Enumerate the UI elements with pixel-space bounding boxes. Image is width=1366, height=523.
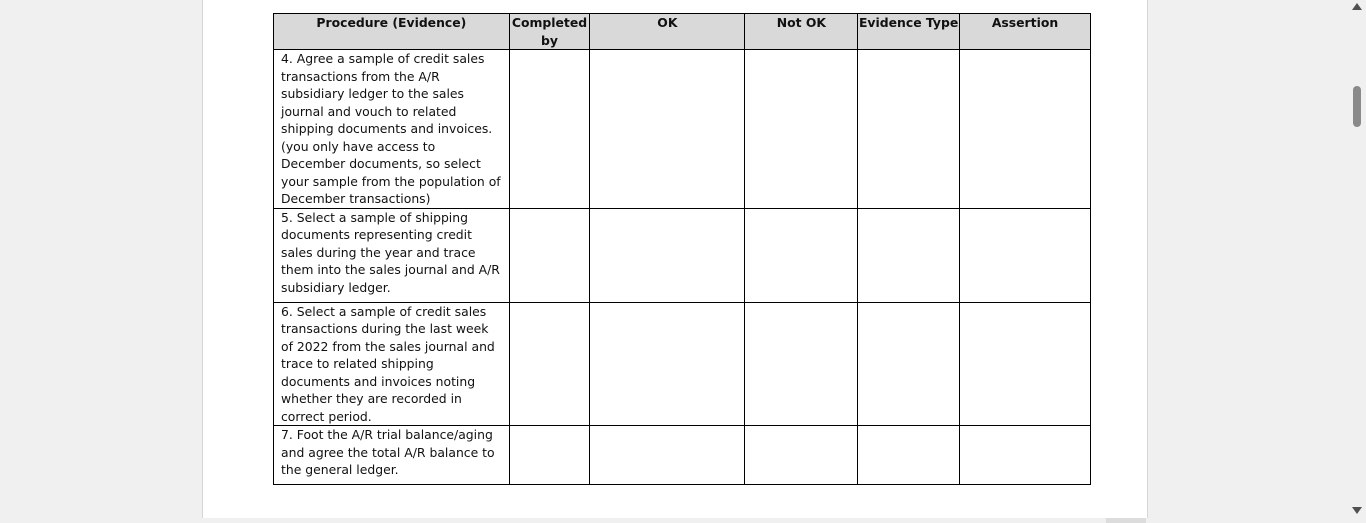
ok-cell[interactable]: [590, 50, 745, 209]
procedure-table: [273, 13, 1091, 485]
procedure-cell[interactable]: 4. Agree a sample of credit sales transactions from the A/R subsidiary ledger to the sales journal and vouch to related shipping documents and invoices. (you only have access to December documents, so select your sample from the population of December transactions): [274, 50, 510, 209]
assertion-cell[interactable]: [959, 426, 1090, 485]
table-header-row: [274, 14, 1091, 50]
completed-by-cell[interactable]: [509, 426, 590, 485]
evidence-type-cell[interactable]: [858, 208, 960, 302]
document-page: [202, 0, 1148, 518]
header-assertion: Assertion: [959, 14, 1090, 50]
header-procedure: Procedure (Evidence): [274, 14, 510, 50]
procedure-cell[interactable]: 5. Select a sample of shipping documents representing credit sales during the year and trace them into the sales journal and A/R subsidiary ledger.: [274, 208, 510, 302]
not-ok-cell[interactable]: [745, 208, 858, 302]
vertical-scrollbar[interactable]: [1349, 0, 1366, 523]
ok-cell[interactable]: [590, 208, 745, 302]
header-evidence-type: Evidence Type: [858, 14, 960, 50]
assertion-cell[interactable]: [959, 208, 1090, 302]
scroll-down-arrow-icon[interactable]: [1352, 507, 1362, 514]
evidence-type-cell[interactable]: [858, 426, 960, 485]
header-not-ok: Not OK: [745, 14, 858, 50]
ok-cell[interactable]: [590, 426, 745, 485]
completed-by-cell[interactable]: [509, 208, 590, 302]
completed-by-cell[interactable]: [509, 302, 590, 426]
procedure-cell[interactable]: 7. Foot the A/R trial balance/aging and agree the total A/R balance to the general ledger.: [274, 426, 510, 485]
assertion-cell[interactable]: [959, 302, 1090, 426]
horizontal-scrollbar-stub[interactable]: [1106, 518, 1146, 523]
assertion-cell[interactable]: [959, 50, 1090, 209]
procedure-cell[interactable]: 6. Select a sample of credit sales transactions during the last week of 2022 from the sales journal and trace to related shipping documents and invoices noting whether they are recorded in correct period.: [274, 302, 510, 426]
header-ok: OK: [590, 14, 745, 50]
evidence-type-cell[interactable]: [858, 50, 960, 209]
not-ok-cell[interactable]: [745, 426, 858, 485]
not-ok-cell[interactable]: [745, 302, 858, 426]
scroll-up-arrow-icon[interactable]: [1352, 3, 1362, 10]
table-row: [274, 426, 1091, 485]
evidence-type-cell[interactable]: [858, 302, 960, 426]
not-ok-cell[interactable]: [745, 50, 858, 209]
header-completed-by: Completed by: [509, 14, 590, 50]
ok-cell[interactable]: [590, 302, 745, 426]
completed-by-cell[interactable]: [509, 50, 590, 209]
table-row: [274, 208, 1091, 302]
scrollbar-thumb[interactable]: [1353, 86, 1361, 127]
table-row: [274, 50, 1091, 209]
table-row: [274, 302, 1091, 426]
